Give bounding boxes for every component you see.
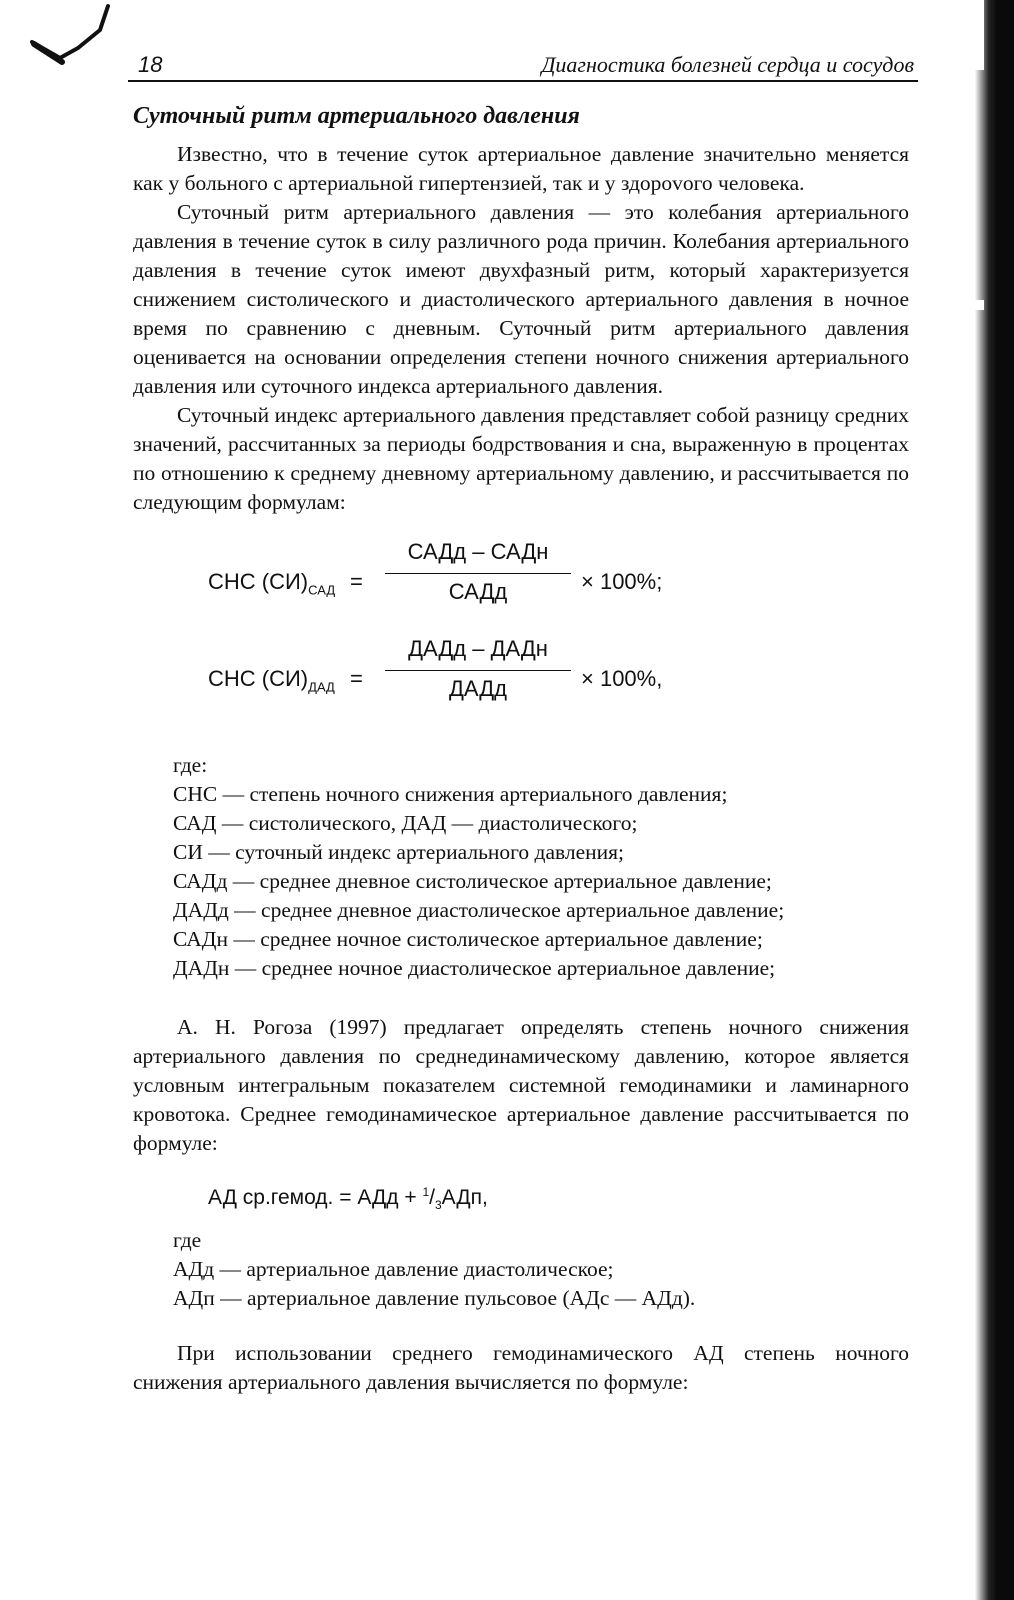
- fraction-denominator: 3: [434, 1198, 442, 1213]
- definition-item: СИ — суточный индекс артериального давления;: [173, 840, 625, 864]
- formula-denominator: ДАДд: [448, 676, 508, 701]
- formula-multiplier: × 100%,: [581, 666, 663, 691]
- formula-lhs: СНС $(СИ)_{ДАД}$: [208, 666, 335, 695]
- formula-lhs: АД ср.гемод. = АДд +: [208, 1186, 423, 1209]
- definition-item: АДп — артериальное давление пульсовое (АДс — АДд).: [173, 1286, 696, 1310]
- definitions-list: [173, 751, 909, 983]
- fraction-slash: /: [429, 1186, 435, 1209]
- fraction-numerator: 1: [422, 1185, 430, 1199]
- formula-numerator: ДАДд – ДАДн: [408, 636, 548, 661]
- where-label: где:: [173, 753, 208, 777]
- formula-tail: АДп,: [441, 1186, 488, 1209]
- scan-dark-edge: [958, 0, 1014, 1600]
- pen-checkmark-mark: [30, 0, 120, 70]
- formula-lhs: СНС $(СИ)_{САД}$: [208, 569, 336, 598]
- formula-equals: =: [350, 569, 363, 594]
- running-header: [128, 50, 918, 82]
- definitions-list-2: [173, 1226, 909, 1313]
- page-body: [133, 100, 909, 1397]
- running-title: Диагностика болезней сердца и сосудов: [541, 52, 914, 77]
- where-label: где: [173, 1228, 202, 1252]
- formula-sns-sad: [133, 539, 909, 634]
- definition-item: ДАДд — среднее дневное диастолическое артериальное давление;: [173, 898, 785, 922]
- formula-multiplier: × 100%;: [581, 569, 663, 594]
- definition-item: СНС — степень ночного снижения артериального давления;: [173, 782, 728, 806]
- formula-sns-dad: [133, 636, 909, 731]
- definition-item: САДн — среднее ночное систолическое артериальное давление;: [173, 927, 763, 951]
- formula-denominator: САДд: [448, 579, 508, 604]
- section-title: Суточный ритм артериального давления: [133, 103, 580, 129]
- definition-item: АДд — артериальное давление диастолическое;: [173, 1257, 614, 1281]
- paragraph-intro-2: Суточный ритм артериального давления — это колебания артериального давления в течение суток в силу различного рода причин. Колебания артериального давления в течение суток имеют двухфазный ритм, который характеризуется снижением систолического и диастолического артериального давления в ночное время по сравнению с дневным. Суточный ритм артериального давления оценивается на основании определения степени ночного снижения артериального давления или суточного индекса артериального давления.: [133, 200, 909, 398]
- paragraph-final: При использовании среднего гемодинамического АД степень ночного снижения артериального давления вычисляется по формуле:: [133, 1341, 909, 1394]
- formula-mean-hemodynamic-pressure: [208, 1172, 909, 1212]
- paragraph-intro-1: Известно, что в течение суток артериальное давление значительно меняется как у больного с артериальной гипертензией, так и у здороvого человека.: [133, 142, 909, 195]
- paragraph-rogoza: А. Н. Рогоза (1997) предлагает определять степень ночного снижения артериального давления по среднединамическому давлению, которое является условным интегральным показателем системной гемодинамики и ламинарного кровотока. Среднее гемодинамическое артериальное давление рассчитывается по формуле:: [133, 1015, 909, 1155]
- definition-item: САД — систолического, ДАД — диастолического;: [173, 811, 638, 835]
- paragraph-intro-3: Суточный индекс артериального давления представляет собой разницу средних значений, рассчитанных за периоды бодрствования и сна, выраженную в процентах по отношению к среднему дневному артериальному давлению, и рассчитывается по следующим формулам:: [133, 403, 909, 514]
- fraction-bar: [385, 573, 571, 574]
- formula-equals: =: [350, 666, 363, 691]
- definition-item: САДд — среднее дневное систолическое артериальное давление;: [173, 869, 772, 893]
- formula-numerator: САДд – САДн: [407, 539, 549, 564]
- fraction-bar: [385, 670, 571, 671]
- page-number: 18: [138, 52, 163, 77]
- definition-item: ДАДн — среднее ночное диастолическое артериальное давление;: [173, 956, 776, 980]
